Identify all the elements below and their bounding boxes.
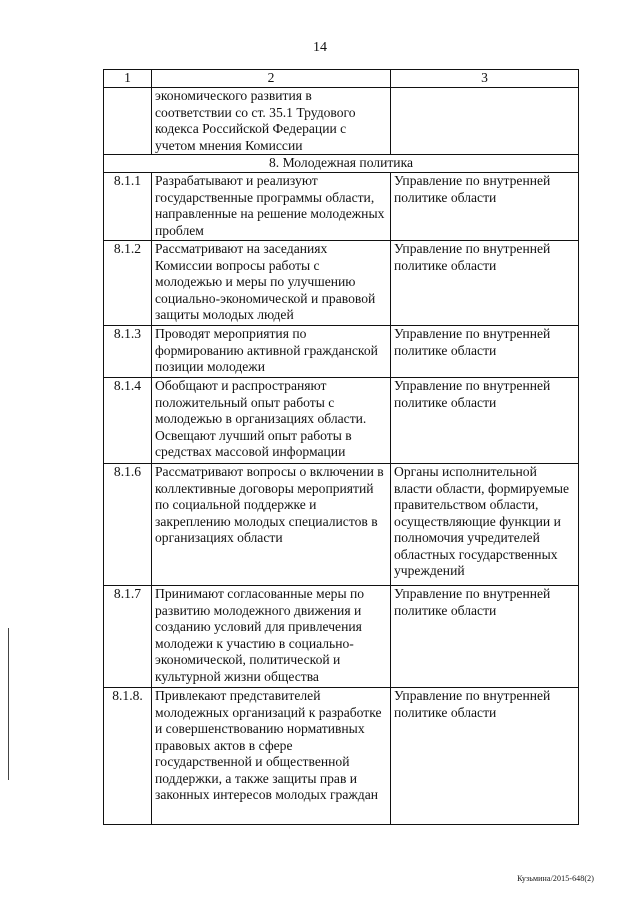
row-number: 8.1.4: [104, 378, 152, 464]
document-footer: Кузьмина/2015-648(2): [517, 874, 594, 883]
section-title: 8. Молодежная политика: [104, 155, 579, 173]
responsible-text: Органы исполнительной власти области, формируемые правительством области, осуществляющие функции и полномочия учредителей областных государственных учреждений: [391, 464, 579, 586]
measure-text: Проводят мероприятия по формированию активной гражданской позиции молодежи: [152, 326, 391, 378]
table-row: [104, 241, 579, 326]
table-row: [104, 378, 579, 464]
responsible-text: Управление по внутренней политике области: [391, 378, 579, 464]
responsible-text: Управление по внутренней политике области: [391, 586, 579, 688]
responsible-text: Управление по внутренней политике области: [391, 688, 579, 825]
table-row: [104, 173, 579, 241]
section-row: [104, 155, 579, 173]
measure-text: Обобщают и распространяют положительный опыт работы с молодежью в организациях области. Освещают лучший опыт работы в средствах массовой информации: [152, 378, 391, 464]
table-row: [104, 586, 579, 688]
row-number: 8.1.8.: [104, 688, 152, 825]
table-row: [104, 88, 579, 155]
row-number: 8.1.3: [104, 326, 152, 378]
margin-line: [8, 628, 9, 780]
measure-text: Привлекают представителей молодежных организаций к разработке и совершенствованию нормативных правовых актов в сфере государственной и общественной поддержки, а также защиты прав и законных интересов молодых граждан: [152, 688, 391, 825]
row-number: 8.1.2: [104, 241, 152, 326]
measure-text: Разрабатывают и реализуют государственные программы области, направленные на решение молодежных проблем: [152, 173, 391, 241]
responsible-text: [391, 88, 579, 155]
row-number: [104, 88, 152, 155]
responsible-text: Управление по внутренней политике области: [391, 241, 579, 326]
table-header-row: [104, 70, 579, 88]
header-col-3: 3: [391, 70, 579, 88]
responsible-text: Управление по внутренней политике области: [391, 173, 579, 241]
table-row: [104, 326, 579, 378]
measure-text: Рассматривают вопросы о включении в коллективные договоры мероприятий по социальной поддержке и закреплению молодых специалистов в организациях области: [152, 464, 391, 586]
measure-text: экономического развития в соответствии со ст. 35.1 Трудового кодекса Российской Федерации с учетом мнения Комиссии: [152, 88, 391, 155]
table-row: [104, 464, 579, 586]
page-number: 14: [313, 40, 327, 55]
measures-table: [103, 69, 579, 825]
measure-text: Принимают согласованные меры по развитию молодежного движения и созданию условий для привлечения молодежи к участию в социально-экономической, политической и культурной жизни общества: [152, 586, 391, 688]
measure-text: Рассматривают на заседаниях Комиссии вопросы работы с молодежью и меры по улучшению социально-экономической и правовой защиты молодых людей: [152, 241, 391, 326]
row-number: 8.1.1: [104, 173, 152, 241]
table-row: [104, 688, 579, 825]
row-number: 8.1.6: [104, 464, 152, 586]
responsible-text: Управление по внутренней политике области: [391, 326, 579, 378]
row-number: 8.1.7: [104, 586, 152, 688]
header-col-1: 1: [104, 70, 152, 88]
header-col-2: 2: [152, 70, 391, 88]
